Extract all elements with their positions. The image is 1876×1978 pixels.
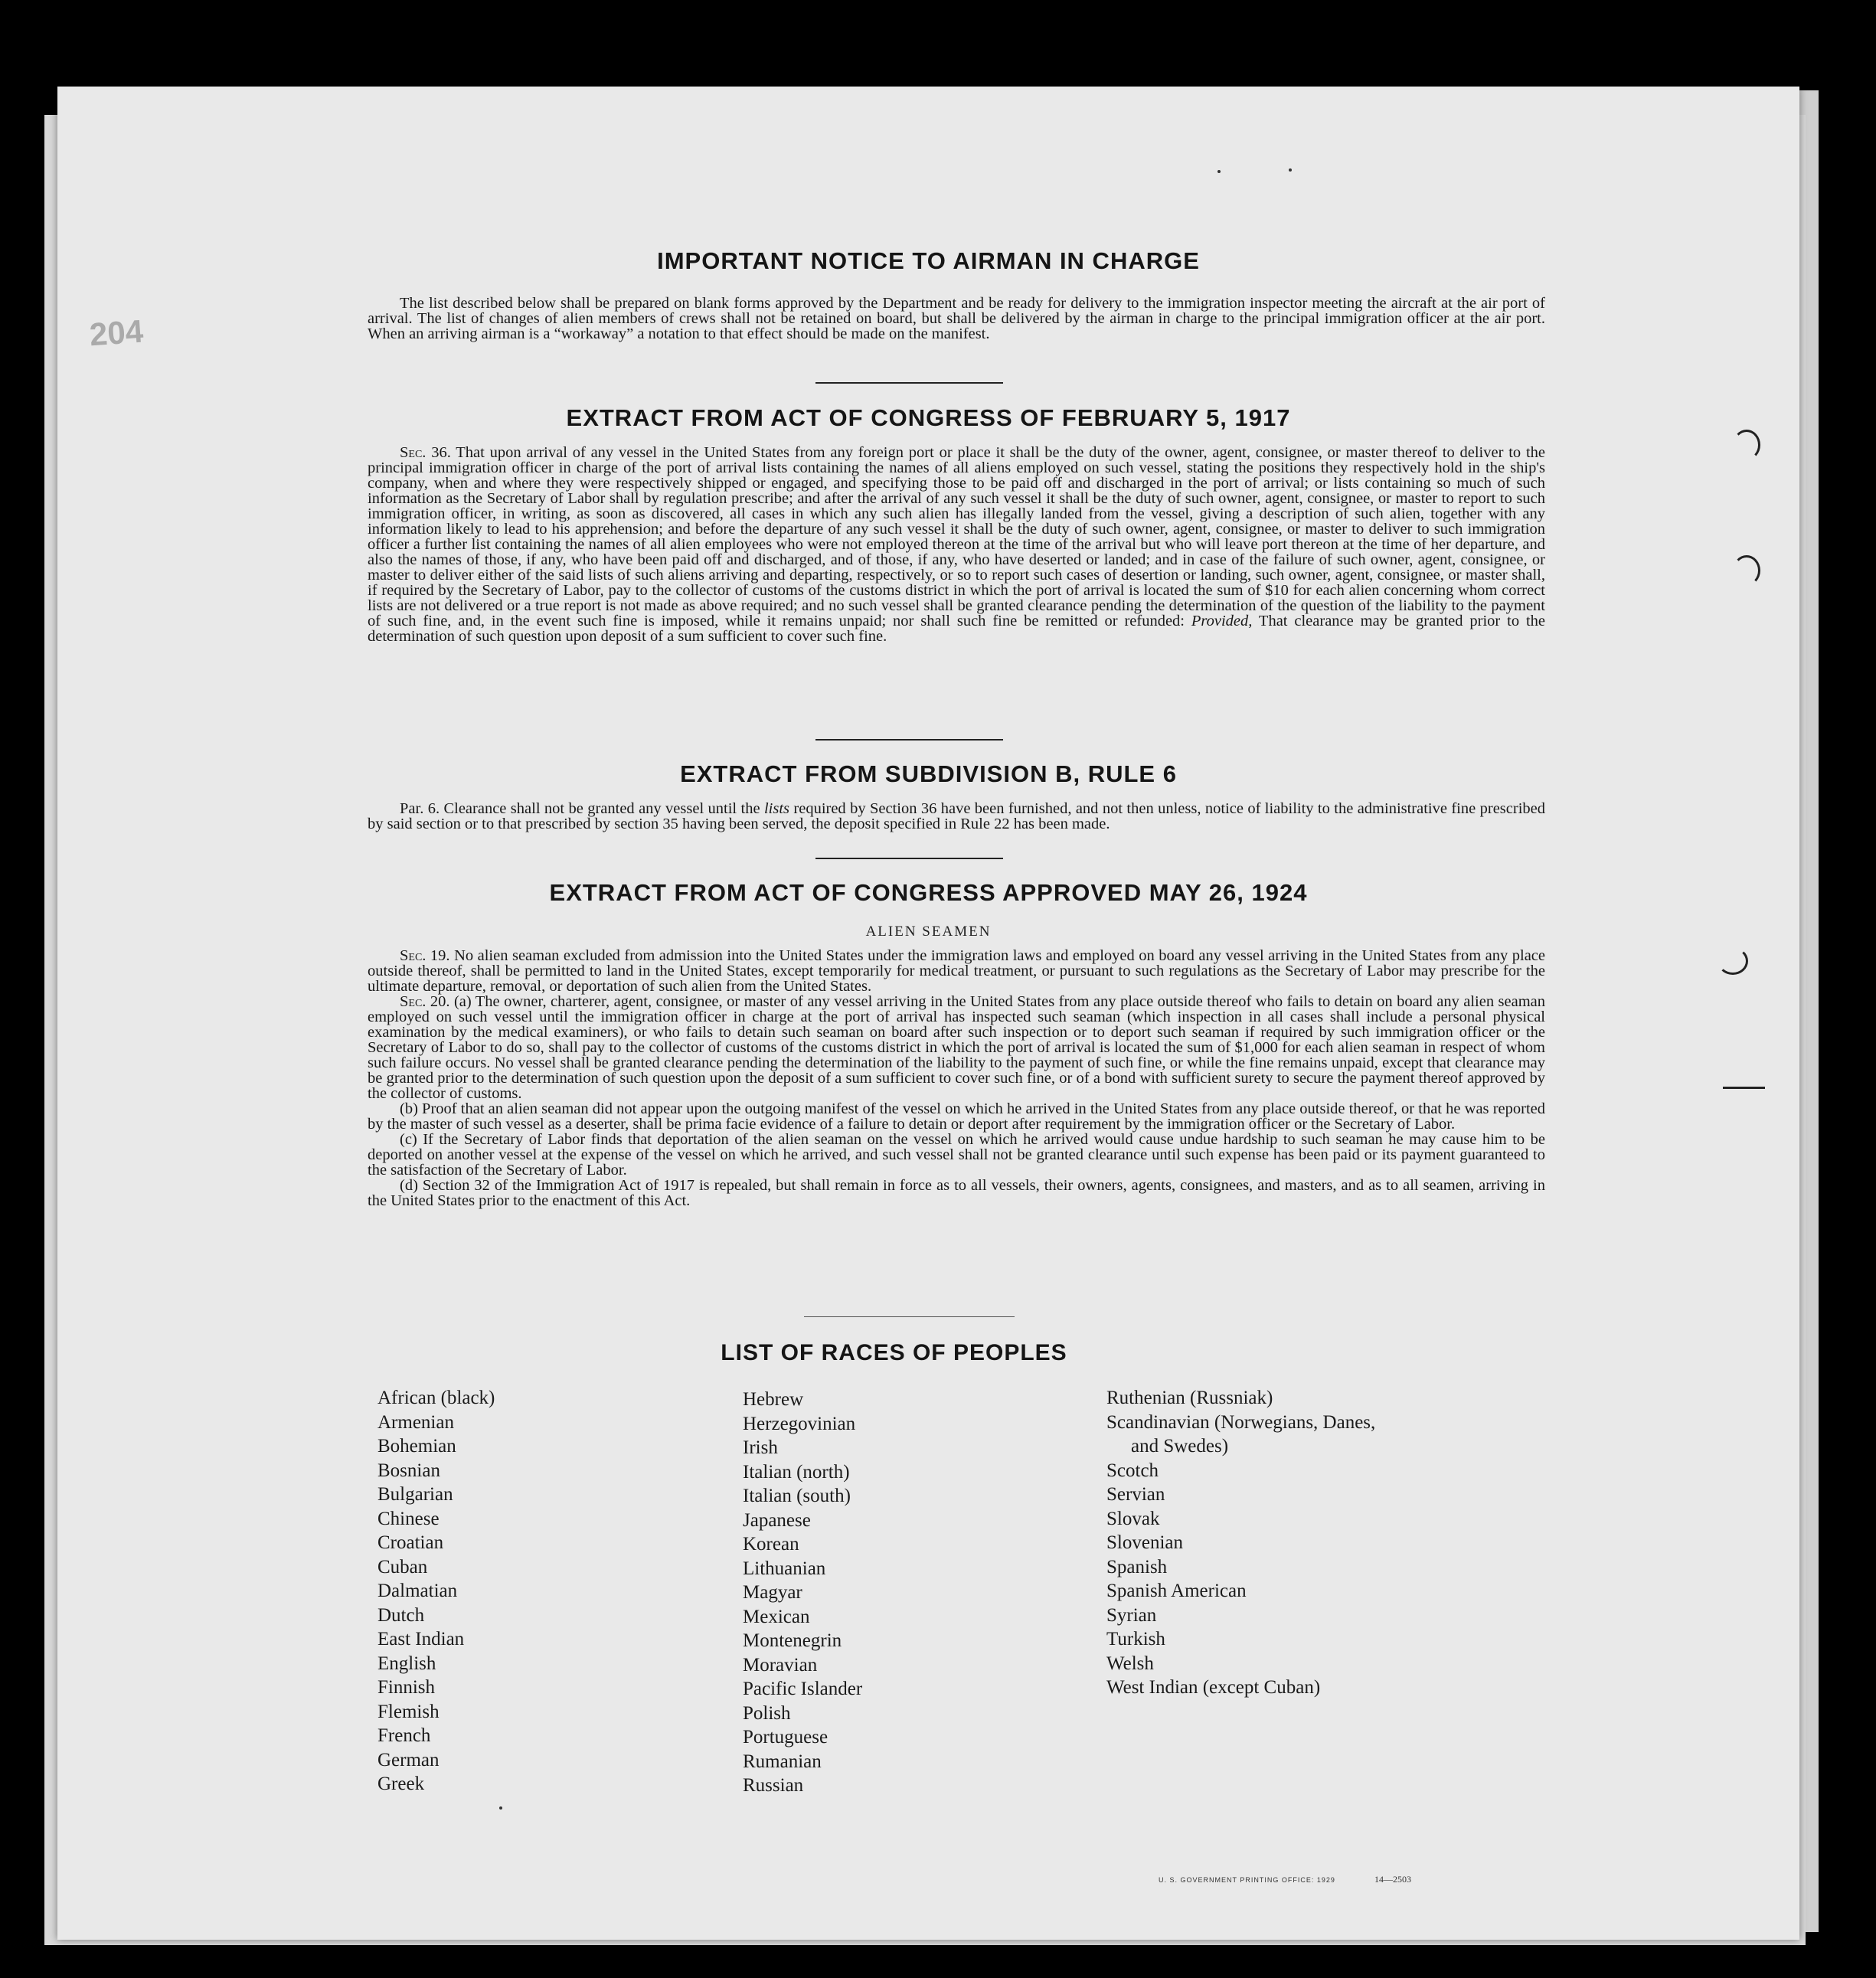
race-item: Dalmatian [377,1581,458,1601]
divider [804,1316,1015,1317]
race-item: African (black) [377,1388,495,1408]
sec20c-paragraph: (c) If the Secretary of Labor finds that deportation of the alien seaman on the vessel on which he arrived would cause undue hardship to such seaman he may cause him to be deported on another vessel at the expense of the vessel on which he arrived, and such vessel shall not be granted clearance until such expense has been paid or its payment guaranteed to the satisfaction of the Secretary of Labor. [368,1131,1545,1179]
races-column-3 [1106,1386,1375,1700]
notice-text: The list described below shall be prepared on blank forms approved by the Department and be ready for delivery to the immigration inspector meeting the aircraft at the air port of arrival. The list of changes of alien members of crews shall not be retained on board, but shall be delivered by the airman in charge to the principal immigration officer at the air port. When an arriving airman is a “workaway” a notation to that effect should be made on the manifest. [368,295,1545,342]
race-item: Servian [1106,1484,1165,1505]
sec19-paragraph: Sec. 19. No alien seaman excluded from admission into the United States under the immigration laws and employed on board any vessel arriving in the United States from any place outside thereof, shall be permitted to land in the United States, except temporarily for medical treatment, or pursuant to such regulations as the Secretary of Labor may prescribe for the ultimate departure, removal, or deportation of such alien from the United States. [368,947,1545,995]
speck [1289,168,1292,172]
race-item: Spanish American [1106,1581,1247,1601]
race-item: Flemish [377,1701,440,1722]
sec20b-paragraph: (b) Proof that an alien seaman did not appear upon the outgoing manifest of the vessel on which he arrived in the United States from any place outside thereof, or that he was reported by the master of such vessel as a deserter, shall be prima facie evidence of a failure to detain or deport after requirement by the immigration officer or the Secretary of Labor. [368,1100,1545,1133]
races-column-2 [743,1388,862,1798]
race-item: Greek [377,1774,425,1794]
race-item: Ruthenian (Russniak) [1106,1388,1273,1408]
race-item: West Indian (except Cuban) [1106,1677,1321,1698]
race-item: Armenian [377,1411,454,1433]
speck [1217,170,1221,173]
form-number: 14—2503 [1374,1874,1411,1885]
race-item: Scandinavian (Norwegians, Danes, [1106,1411,1376,1433]
race-item: Korean [743,1534,799,1555]
divider [815,382,1003,384]
sec20a-paragraph: Sec. 20. (a) The owner, charterer, agent, consignee, or master of any vessel arriving in the United States from any place outside thereof who fails to detain on board any alien seaman employed on such vessel until the immigration officer in charge at the port of arrival has inspected such seaman (which inspection in all cases shall include a personal physical examination by the medical examiners), or who fails to detain such seaman on board after such inspection or to deport such seaman if required by such immigration officer or the Secretary of Labor to do so, shall pay to the collector of customs of the customs district in which the port of arrival is located the sum of $1,000 for each alien seaman in respect of whom such failure occurs. No vessel shall be granted clearance pending the determination of the liability to the payment of such fine, or while the fine remains unpaid, except that clearance may be granted prior to the determination of such question upon the deposit of a sum sufficient to cover such fine, or of a bond with sufficient surety to secure the payment thereof approved by the collector of customs. [368,993,1546,1102]
race-item: Magyar [743,1582,802,1603]
race-item: Lithuanian [743,1558,826,1579]
notice-title: IMPORTANT NOTICE TO AIRMAN IN CHARGE [657,247,1200,274]
binder-ring [1717,947,1748,975]
race-item: Herzegovinian [743,1413,856,1434]
act1924-title: EXTRACT FROM ACT OF CONGRESS APPROVED MAY 26, 1924 [549,879,1308,906]
race-item: Finnish [377,1677,436,1698]
margin-note: 204 [88,312,145,353]
race-item: Croatian [377,1532,444,1553]
race-item: English [377,1653,436,1674]
act1924-subtitle: ALIEN SEAMEN [865,924,992,940]
race-item: Polish [743,1702,791,1724]
act1917-title: EXTRACT FROM ACT OF CONGRESS OF FEBRUARY 5, 1917 [566,404,1291,431]
race-item: Italian (south) [743,1486,851,1506]
sec20d-paragraph: (d) Section 32 of the Immigration Act of 1917 is repealed, but shall remain in force as to all vessels, their owners, agents, consignees, and masters, and as to all seamen, arriving in the United States prior to the enactment of this Act. [368,1177,1545,1209]
race-item: Turkish [1106,1629,1165,1649]
race-item: and Swedes) [1131,1436,1229,1457]
printer-imprint: U. S. GOVERNMENT PRINTING OFFICE: 1929 [1159,1876,1335,1884]
race-item: Syrian [1106,1604,1157,1626]
act1924-text [368,948,1545,1208]
race-item: Welsh [1106,1653,1154,1674]
race-item: Spanish [1106,1556,1168,1577]
race-item: Scotch [1106,1460,1159,1481]
races-column-1 [377,1386,495,1797]
race-item: Rumanian [743,1751,822,1772]
race-item: Bohemian [377,1436,456,1457]
binder-ring [1733,555,1760,586]
rule6-title: EXTRACT FROM SUBDIVISION B, RULE 6 [680,760,1177,787]
race-item: French [377,1725,431,1746]
race-item: Italian (north) [743,1461,850,1483]
race-item: Dutch [377,1604,425,1626]
race-item: Bulgarian [377,1484,453,1505]
race-item: Mexican [743,1606,810,1627]
race-item: Montenegrin [743,1630,842,1651]
race-item: Hebrew [743,1389,804,1410]
race-item: Slovak [1106,1508,1160,1529]
divider [815,739,1003,741]
race-item: Cuban [377,1556,428,1577]
race-item: Pacific Islander [743,1679,863,1699]
race-item: Irish [743,1437,778,1458]
race-item: Moravian [743,1654,818,1676]
race-item: Bosnian [377,1460,440,1481]
race-item: German [377,1749,440,1770]
binder-ring [1733,430,1760,460]
race-item: Chinese [377,1508,440,1529]
speck [499,1806,502,1810]
race-item: Slovenian [1106,1532,1183,1553]
race-item: East Indian [377,1629,465,1649]
section-label: Sec. 36. [400,444,451,461]
divider [815,858,1003,859]
document-page [57,87,1799,1940]
races-title: LIST OF RACES OF PEOPLES [721,1340,1067,1365]
race-item: Portuguese [743,1727,829,1748]
binder-line [1723,1087,1765,1089]
race-item: Russian [743,1775,804,1796]
rule6-text: Par. 6. Clearance shall not be granted any vessel until the lists required by Section 36 have been furnished, and not then unless, notice of liability to the administrative fine prescribed by said section or to that prescribed by section 35 having been served, the deposit specified in Rule 22 has been made. [368,800,1545,832]
act1917-text: Sec. 36. That upon arrival of any vessel in the United States from any foreign port or place it shall be the duty of the owner, agent, consignee, or master thereof to deliver to the principal immigration officer in charge of the port of arrival lists containing the names of all aliens employed on such vessel, stating the positions they respectively hold in the ship's company, when and where they were respectively shipped or engaged, and specifying those to be paid off and discharged in the port of arrival; or lists containing so much of such information as the Secretary of Labor shall by regulation prescribe; and after the arrival of any such vessel it shall be the duty of such owner, agent, consignee, or master to report to such immigration officer, in writing, as soon as discovered, all cases in which any such alien has illegally landed from the vessel, giving a description of such alien, together with any information likely to lead to his apprehension; and before the departure of any such vessel it shall be the duty of such owner, agent, consignee, or master to deliver to such immigration officer a further list containing the names of all alien employees who were not employed thereon at the time of the arrival but who will leave port thereon at the time of her departure, and also the names of those, if any, who have been paid off and discharged, and of those, if any, who have deserted or landed; and in case of the failure of such owner, agent, consignee, or master to deliver either of the said lists of such aliens arriving and departing, respectively, or so to report such cases of desertion or landing, such owner, agent, consignee, or master shall, if required by the Secretary of Labor, pay to the collector of customs of the customs district in which the port of arrival is located the sum of $10 for each alien concerning whom correct lists are not delivered or a true report is not made as above required; and no such vessel shall be granted clearance pending the determination of the question of the liability to the payment of such fine, and, in the event such fine is imposed, while it remains unpaid; nor shall such fine be remitted or refunded: Provided, That clearance may be granted prior to the determination of such question upon deposit of a sum sufficient to cover such fine. [368,444,1545,645]
race-item: Japanese [743,1509,811,1531]
